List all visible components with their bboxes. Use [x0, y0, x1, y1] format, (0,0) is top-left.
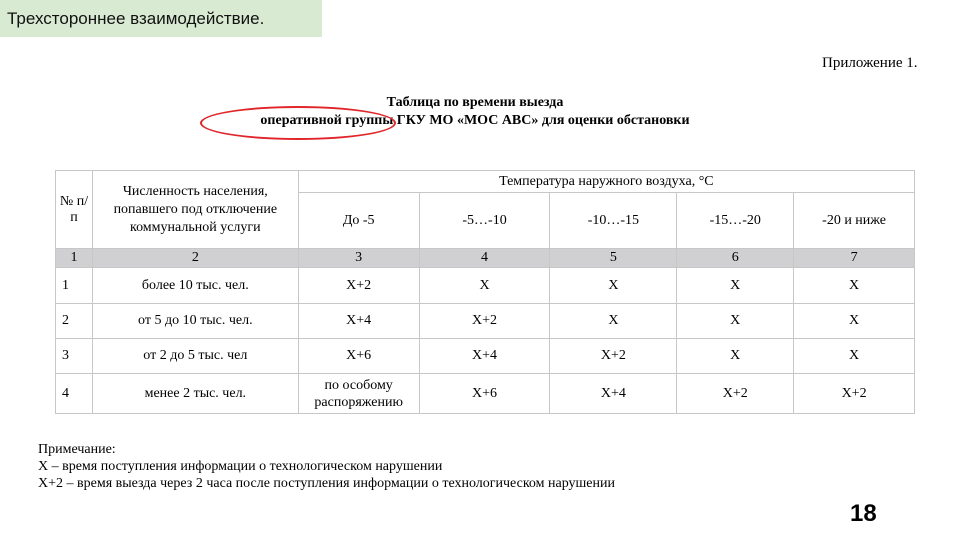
table-row [56, 304, 915, 339]
value-cell: Х [677, 268, 794, 304]
population-cell: от 2 до 5 тыс. чел [92, 339, 298, 374]
value-cell: Х [419, 268, 550, 304]
population-cell: от 5 до 10 тыс. чел. [92, 304, 298, 339]
page-number: 18 [850, 500, 877, 527]
row-number: 2 [56, 304, 93, 339]
value-cell: Х+4 [298, 304, 419, 339]
row-number: 4 [56, 374, 93, 414]
population-cell: менее 2 тыс. чел. [92, 374, 298, 414]
table-row [56, 339, 915, 374]
value-cell: Х [677, 339, 794, 374]
table-row [56, 374, 915, 414]
row-number: 1 [56, 268, 93, 304]
value-cell: Х+4 [550, 374, 677, 414]
value-cell: Х [550, 304, 677, 339]
response-time-table [55, 170, 915, 414]
column-number: 3 [298, 249, 419, 268]
temp-range-cell: До -5 [298, 193, 419, 249]
value-cell: Х [677, 304, 794, 339]
slide-title: Трехстороннее взаимодействие. [7, 9, 265, 28]
notes-line-x2: Х+2 – время выезда через 2 часа после поступления информации о технологическом нарушении [38, 476, 615, 491]
appendix-label: Приложение 1. [822, 55, 918, 71]
value-cell: Х+2 [419, 304, 550, 339]
value-cell: Х+6 [298, 339, 419, 374]
temp-range-cell: -10…-15 [550, 193, 677, 249]
slide-title-bar [0, 0, 322, 37]
notes-block [38, 441, 615, 492]
column-number: 5 [550, 249, 677, 268]
column-number: 6 [677, 249, 794, 268]
table-row [56, 268, 915, 304]
notes-line-x: Х – время поступления информации о технологическом нарушении [38, 459, 443, 474]
row-number: 3 [56, 339, 93, 374]
col-population-header: Численность населения, попавшего под отключение коммунальной услуги [92, 171, 298, 249]
value-cell: Х [794, 304, 915, 339]
notes-heading: Примечание: [38, 442, 116, 457]
value-cell: Х [550, 268, 677, 304]
population-cell: более 10 тыс. чел. [92, 268, 298, 304]
col-temperature-header: Температура наружного воздуха, °С [298, 171, 914, 193]
value-cell: Х [794, 339, 915, 374]
column-number: 2 [92, 249, 298, 268]
document-title-line1: Таблица по времени выезда [386, 95, 564, 110]
column-number: 7 [794, 249, 915, 268]
document-title-line2: оперативной группы ГКУ МО «МОС АВС» для оценки обстановки [260, 113, 690, 128]
value-cell: Х [794, 268, 915, 304]
value-cell: Х+2 [550, 339, 677, 374]
value-cell: по особому распоряжению [298, 374, 419, 414]
value-cell: Х+2 [794, 374, 915, 414]
value-cell: Х+2 [298, 268, 419, 304]
column-number: 4 [419, 249, 550, 268]
value-cell: Х+2 [677, 374, 794, 414]
temp-range-cell: -5…-10 [419, 193, 550, 249]
temp-range-cell: -20 и ниже [794, 193, 915, 249]
value-cell: Х+4 [419, 339, 550, 374]
highlight-ellipse [200, 106, 396, 140]
column-number: 1 [56, 249, 93, 268]
header-row [56, 171, 915, 193]
value-cell: Х+6 [419, 374, 550, 414]
col-no-header: № п/п [56, 171, 93, 249]
temp-range-cell: -15…-20 [677, 193, 794, 249]
column-number-row [56, 249, 915, 268]
